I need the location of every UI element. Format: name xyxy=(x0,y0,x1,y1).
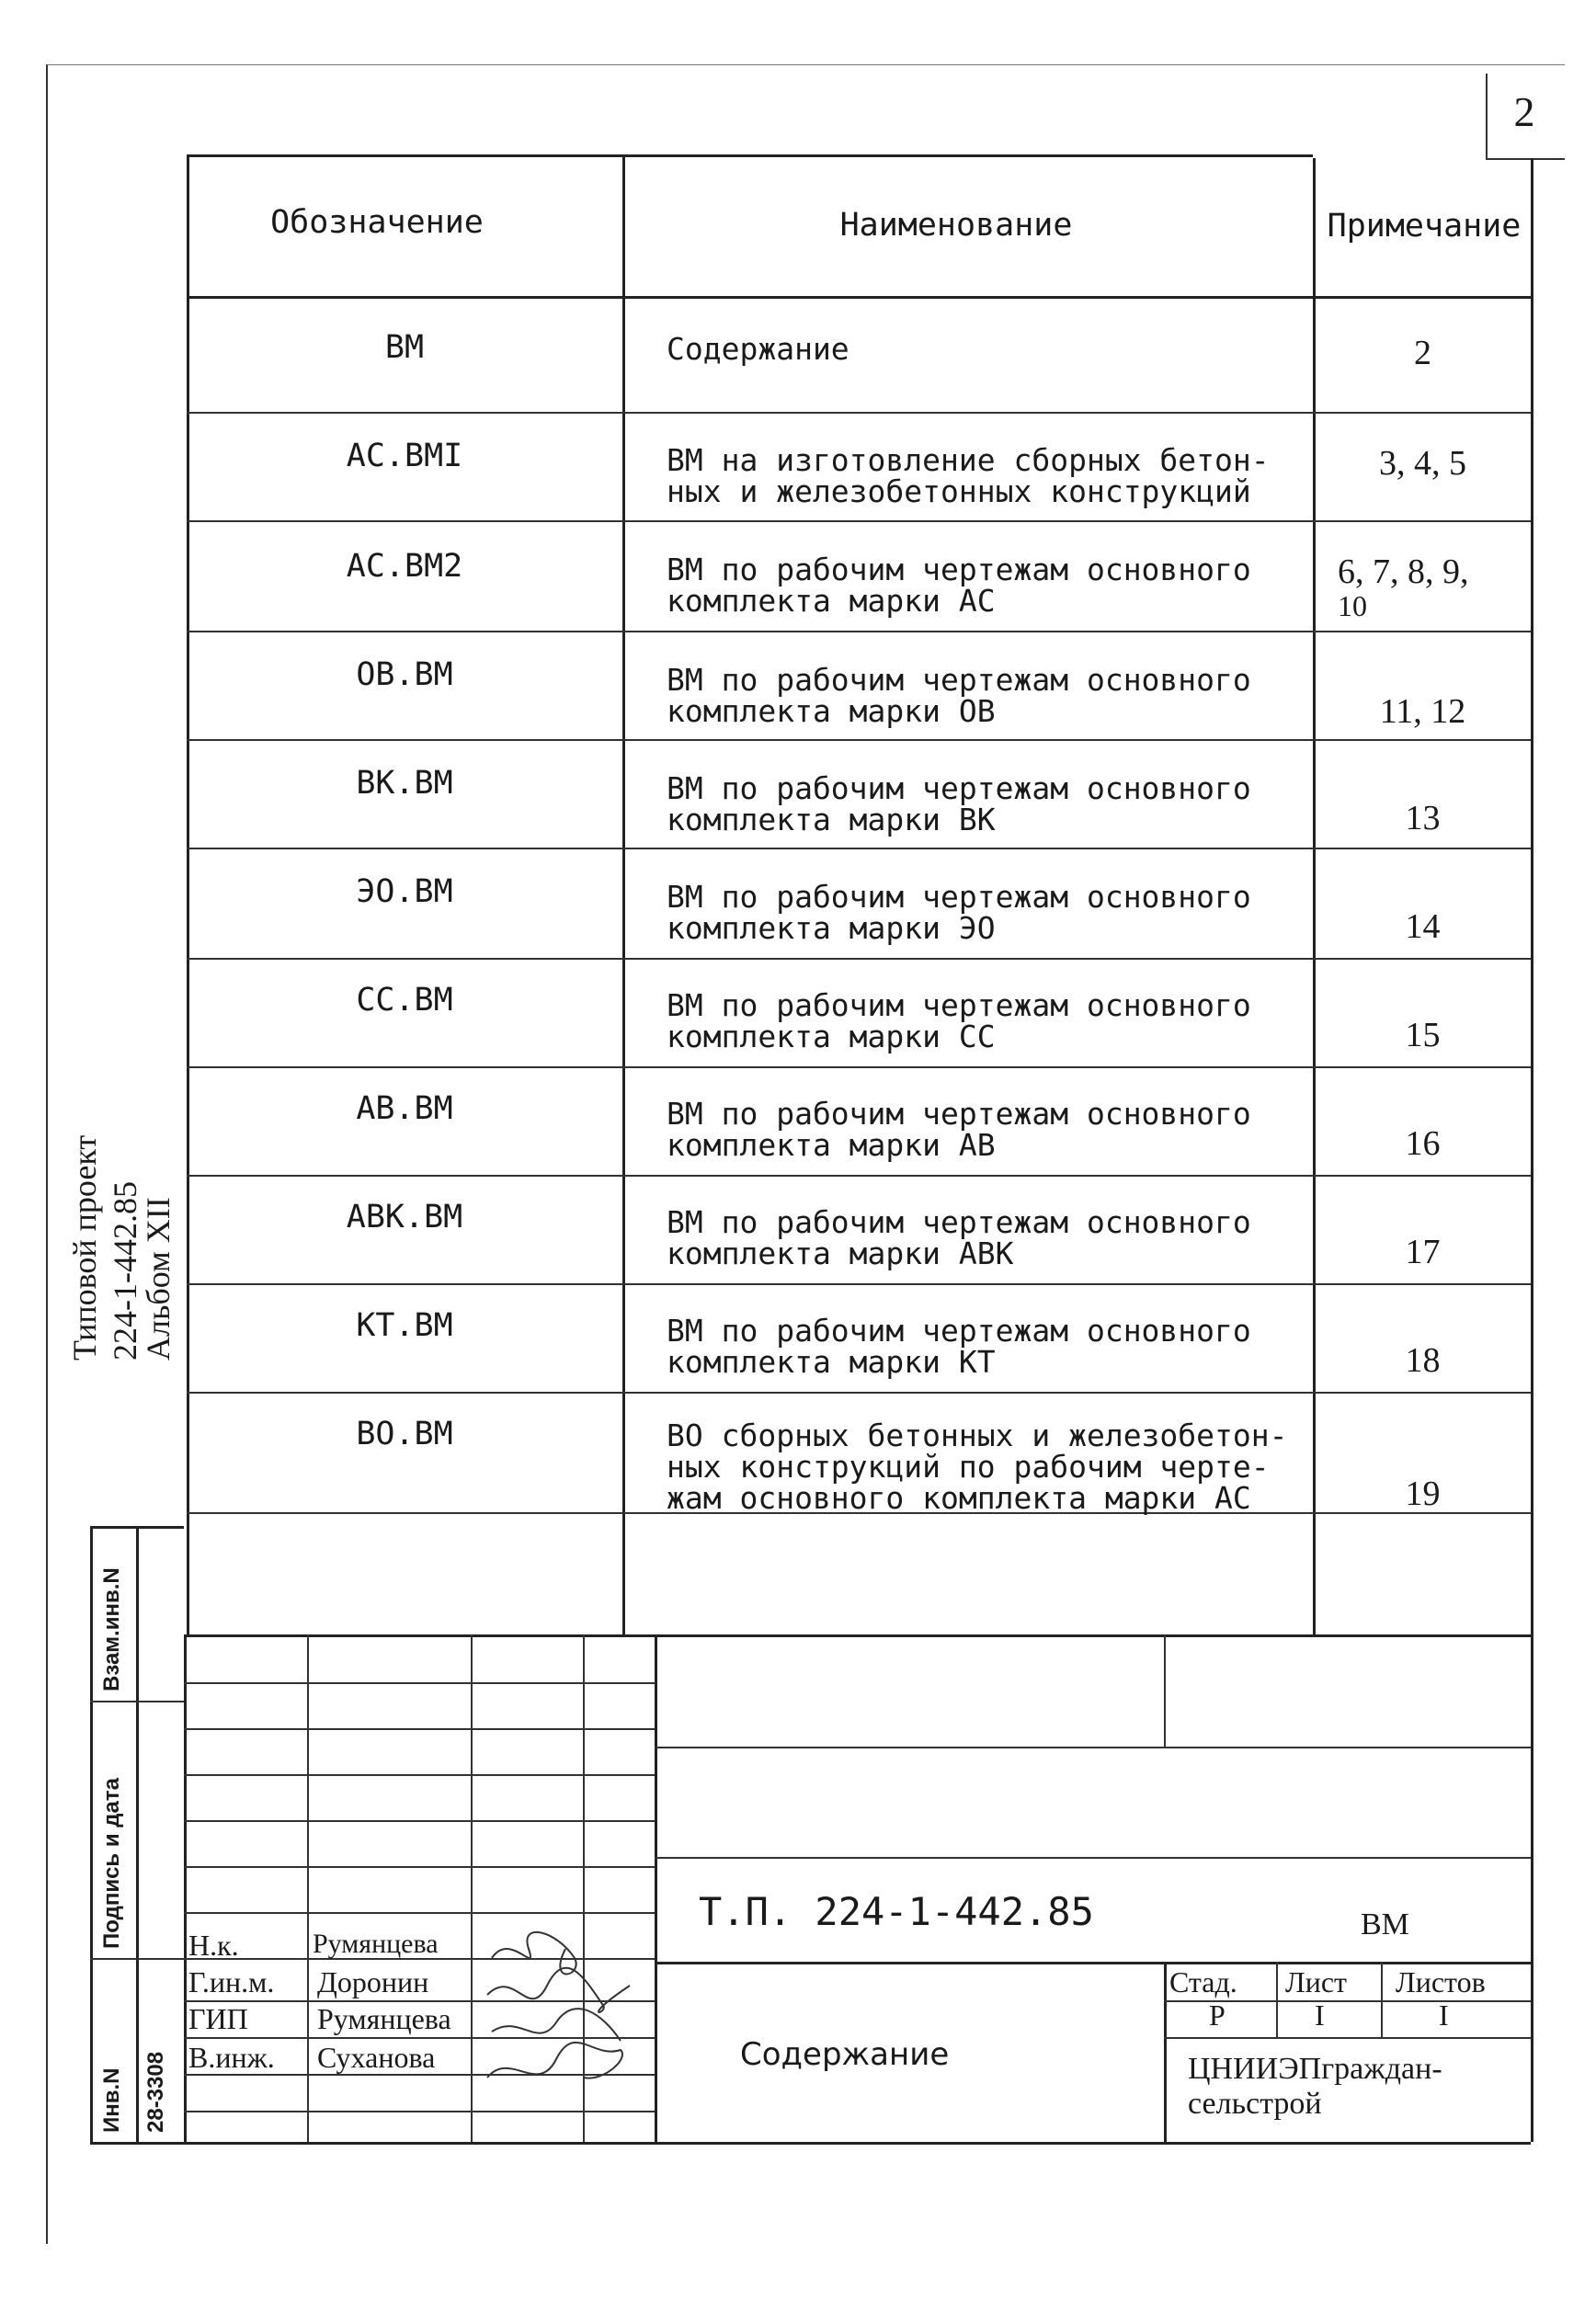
signature-date-label: Подпись и дата xyxy=(99,1778,124,1949)
row-name: ВМ по рабочим чертежам основного комплекта марки ВК xyxy=(667,770,1251,837)
stage-value: Р xyxy=(1209,1998,1226,2032)
inv-no-label: Инв.N xyxy=(99,2067,124,2133)
signature-scribbles xyxy=(473,1921,639,2133)
row-note: 13 xyxy=(1405,799,1441,837)
row-name: ВМ по рабочим чертежам основного комплекта марки КТ xyxy=(667,1313,1251,1380)
row-name: ВМ по рабочим чертежам основного комплекта марки АВ xyxy=(667,1096,1251,1163)
row-note: 15 xyxy=(1405,1016,1441,1054)
organization: ЦНИИЭПграждан- сельстрой xyxy=(1188,2052,1442,2121)
role-gim: Г.ин.м. xyxy=(188,1965,275,1998)
row-name: ВМ по рабочим чертежам основного комплекта марки АВК xyxy=(667,1204,1251,1271)
row-designation: АВ.ВМ xyxy=(356,1090,453,1127)
row-designation: ОВ.ВМ xyxy=(356,656,453,693)
row-note: 17 xyxy=(1405,1233,1441,1271)
row-designation: ЭО.ВМ xyxy=(356,873,453,910)
project-code: Т.П. 224-1-442.85 xyxy=(699,1889,1094,1934)
row-note: 11, 12 xyxy=(1379,692,1466,731)
row-designation: АВК.ВМ xyxy=(346,1199,463,1235)
row-note: 14 xyxy=(1405,907,1441,946)
row-note: 6, 7, 8, 9, 10 xyxy=(1338,552,1469,622)
row-note: 2 xyxy=(1414,334,1431,372)
header-name: Наименование xyxy=(839,207,1073,244)
row-designation: СС.ВМ xyxy=(356,982,453,1019)
header-designation: Обозначение xyxy=(270,204,484,241)
row-designation: КТ.ВМ xyxy=(356,1307,453,1344)
row-note: 19 xyxy=(1405,1475,1441,1513)
row-name: ВМ по рабочим чертежам основного комплекта марки СС xyxy=(667,987,1251,1054)
page-number: 2 xyxy=(1513,88,1535,135)
name-nk: Румянцева xyxy=(313,1929,439,1959)
row-name: ВО сборных бетонных и железобетон- ных конструкций по рабочим черте- жам основного комплекта марки АС xyxy=(667,1418,1288,1516)
sheets-label: Листов xyxy=(1396,1965,1486,1998)
side-project-title: Типовой проект 224-1-442.85 xyxy=(66,1134,143,1361)
row-designation: АС.ВМI xyxy=(346,438,463,474)
role-vinzh: В.инж. xyxy=(188,2041,275,2074)
row-designation: ВК.ВМ xyxy=(356,765,453,802)
doc-mark: ВМ xyxy=(1361,1907,1409,1941)
row-name: Содержание xyxy=(667,331,849,367)
sheet-value: I xyxy=(1315,1998,1325,2032)
sheet-label: Лист xyxy=(1285,1965,1348,1998)
stage-label: Стад. xyxy=(1169,1965,1237,1998)
side-album: Альбом XII xyxy=(140,1197,177,1361)
role-gip: ГИП xyxy=(188,2002,248,2035)
row-designation: АС.ВМ2 xyxy=(346,548,463,585)
row-designation: ВМ xyxy=(384,329,425,366)
row-name: ВМ по рабочим чертежам основного комплекта марки АС xyxy=(667,552,1251,619)
row-note: 18 xyxy=(1405,1341,1441,1380)
row-name: ВМ по рабочим чертежам основного комплекта марки ЭО xyxy=(667,879,1251,946)
row-note: 16 xyxy=(1405,1124,1441,1163)
row-designation: ВО.ВМ xyxy=(356,1416,453,1452)
name-gip: Румянцева xyxy=(317,2002,451,2035)
sheet-title: Содержание xyxy=(740,2036,950,2073)
name-vinzh: Суханова xyxy=(317,2041,436,2074)
sheets-value: I xyxy=(1439,1998,1449,2032)
row-name: ВМ по рабочим чертежам основного комплекта марки ОВ xyxy=(667,662,1251,729)
role-nk: Н.к. xyxy=(188,1929,239,1962)
name-gim: Доронин xyxy=(317,1965,429,1998)
replaces-inv-label: Взам.инв.N xyxy=(99,1567,124,1691)
inv-value: 28-3308 xyxy=(143,2051,168,2133)
row-note: 3, 4, 5 xyxy=(1379,444,1466,483)
header-note: Примечание xyxy=(1327,208,1522,245)
row-name: ВМ на изготовление сборных бетон- ных и железобетонных конструкций xyxy=(667,442,1270,509)
